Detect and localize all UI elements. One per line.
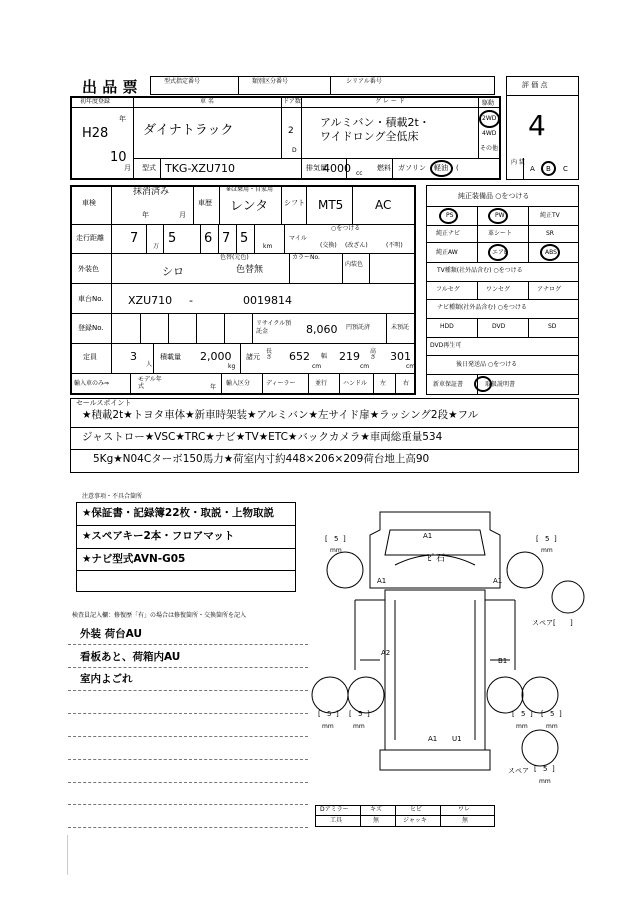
tread-rlo-value: 5 xyxy=(327,710,332,718)
equip-navi: 純正ナビ xyxy=(436,230,461,237)
tread-rro-unit: mm xyxy=(546,723,558,730)
recycle-unit: 円預託済 xyxy=(346,324,371,331)
score-value: 4 xyxy=(528,109,546,142)
mileage-man-unit: 万 xyxy=(153,243,160,250)
score-label: 評 価 点 xyxy=(522,81,548,89)
equipment-title: 純正装備品 ○をつける xyxy=(458,192,530,200)
mark-rear-u1: U1 xyxy=(452,735,462,743)
sales-point-line-1: ★積載2t★トヨタ車体★新車時架装★アルミバン★左サイド扉★ラッシング2段★フル xyxy=(82,409,479,421)
reg-year-unit: 年 xyxy=(119,115,126,123)
serial-label: シリアル番号 xyxy=(346,78,382,85)
tire-rear-left-inner xyxy=(348,677,384,713)
fuel-label: 燃料 xyxy=(377,164,391,172)
legend-header-1: Dアミラー xyxy=(320,806,349,813)
interior-a: A xyxy=(530,165,535,173)
tread-rlo-unit: mm xyxy=(322,723,334,730)
height-label: 高さ xyxy=(370,348,377,361)
reg-month: 10 xyxy=(110,150,127,165)
spare-side-bracket-close: ] xyxy=(570,619,573,627)
reg-no-label: 登録No. xyxy=(78,324,104,332)
later-docs-title: 後日発送品 ○をつける xyxy=(456,361,518,368)
dimension-label: 諸元 xyxy=(246,353,260,361)
meter-exchange: (交換) xyxy=(320,242,337,249)
shift-value: MT5 xyxy=(318,198,344,212)
history-label: 車歴 xyxy=(198,199,212,207)
legend-value-2: 無 xyxy=(373,817,380,824)
legend-header-3: ヒビ xyxy=(410,806,423,813)
fuel-gasoline: ガソリン xyxy=(398,164,426,172)
handle-label: ハンドル xyxy=(343,380,368,387)
displacement-value: 4000 xyxy=(323,162,351,175)
tread-fr-unit: mm xyxy=(541,547,553,554)
recycle-not: 未預託 xyxy=(391,324,410,331)
inspection-month: 月 xyxy=(179,211,186,219)
inspector-line-2: 看板あと、荷箱内AU xyxy=(80,651,181,663)
capacity-unit: 人 xyxy=(146,361,153,368)
door-unit: D xyxy=(292,147,297,154)
mileage-digit-4: 7 xyxy=(222,231,231,246)
type-value: TKG-XZU710 xyxy=(165,162,235,175)
recycle-label: リサイクル預託金 xyxy=(256,320,292,335)
tv-type-title: TV種類(社外品含む) ○をつける xyxy=(437,267,523,274)
tread-rli-bracket-close: ] xyxy=(367,710,370,718)
handle-left: 左 xyxy=(380,380,387,387)
tv-oneseg: ワンセグ xyxy=(486,286,511,293)
sales-point-line-2: ジャストロー★VSC★TRC★ナビ★TV★ETC★バックカメラ★車両総重量534 xyxy=(82,431,443,443)
legend-value-4: 無 xyxy=(462,817,469,824)
model-year-label: モデル年式 xyxy=(138,376,162,391)
class-number-label: 類別区分番号 xyxy=(252,78,289,85)
grade-line1: アルミバン・積載2t・ xyxy=(320,116,430,129)
mark-right-a1: A1 xyxy=(493,577,503,585)
equip-ps: PS xyxy=(446,212,454,219)
import-parallel: 並行 xyxy=(315,380,328,387)
shift-label: シフト xyxy=(284,199,305,207)
equip-tv: 純正TV xyxy=(540,212,560,219)
interior-b: B xyxy=(546,165,551,173)
inspection-label: 車検 xyxy=(82,199,96,207)
grade-label: グ レ ー ド xyxy=(375,98,405,105)
equip-pw: PW xyxy=(495,212,505,219)
note-line-1: ★保証書・記録簿22枚・取説・上物取説 xyxy=(82,507,275,519)
spare-side-bracket: [ xyxy=(553,619,556,627)
fuel-diesel: 軽油 xyxy=(434,164,448,172)
length-value: 652 xyxy=(289,350,310,363)
color-change-value: 色替無 xyxy=(236,265,264,275)
length-label: 長さ xyxy=(266,348,273,361)
import-label: 輸入車のみ⇒ xyxy=(74,380,110,387)
mark-rear-a1: A1 xyxy=(428,735,438,743)
displacement-unit: cc xyxy=(356,170,363,177)
tread-rro-value: 5 xyxy=(550,710,555,718)
tread-rlo-bracket-close: ] xyxy=(336,710,339,718)
reg-month-unit: 月 xyxy=(124,164,131,172)
int-color-label: 内装色 xyxy=(345,261,364,268)
tread-rri-unit: mm xyxy=(516,723,528,730)
width-label: 幅 xyxy=(321,353,328,360)
rear-bumper-outline xyxy=(380,750,490,770)
spare-rear-value: 5 xyxy=(543,765,548,773)
sales-point-line-3: 5Kg★N04Cターボ150馬力★荷室内寸約448×206×209荷台地上高90 xyxy=(93,453,430,465)
capacity-label: 定員 xyxy=(83,353,97,361)
recycle-value: 8,060 xyxy=(306,323,338,336)
chassis-model: XZU710 xyxy=(128,294,173,307)
doc-manual: 取扱説明書 xyxy=(485,381,516,388)
legend-header-2: キズ xyxy=(370,806,382,813)
inspection-value: 抹消済み xyxy=(133,187,170,197)
mark-side-a2: A2 xyxy=(381,649,391,657)
first-reg-label: 初年度登録 xyxy=(80,98,111,105)
tread-rri-bracket: [ xyxy=(512,710,515,718)
windshield-outline xyxy=(385,530,485,555)
mileage-km-unit: km xyxy=(263,243,273,250)
tread-rli-value: 5 xyxy=(358,710,363,718)
model-number-label: 型式指定番号 xyxy=(164,78,201,85)
color-change-label: 色替(元色) xyxy=(220,254,249,261)
tread-fl-bracket-close: ] xyxy=(343,535,346,543)
tread-fr-bracket-close: ] xyxy=(554,535,557,543)
inspector-line-3: 室内よごれ xyxy=(80,673,133,685)
navi-sd: SD xyxy=(548,323,557,330)
tread-rli-bracket: [ xyxy=(349,710,352,718)
sales-points-label: セールスポイント xyxy=(76,399,132,407)
door-label: ドア数 xyxy=(283,98,301,105)
cab-outline xyxy=(370,512,503,588)
spare-rear-bracket-close: ] xyxy=(552,765,555,773)
meter-check-label: ○をつける xyxy=(331,225,361,232)
dvd-play: DVD再生可 xyxy=(430,342,462,349)
spare-side-label: スペア xyxy=(532,619,553,627)
mileage-digit-5: 5 xyxy=(240,231,249,246)
tread-fl-value: 5 xyxy=(334,535,339,543)
height-value: 301 xyxy=(390,350,411,363)
height-unit: cm xyxy=(406,363,416,370)
tread-rri-bracket-close: ] xyxy=(530,710,533,718)
navi-hdd: HDD xyxy=(440,323,454,330)
tread-fr-bracket: [ xyxy=(536,535,539,543)
fuel-paren: ( xyxy=(456,164,459,172)
cargo-body-outline xyxy=(385,590,485,750)
mark-side-b1: B1 xyxy=(498,657,508,665)
fuel-diesel-circle xyxy=(430,160,453,177)
meter-unknown: (不明) xyxy=(386,242,403,249)
tread-fl-unit: mm xyxy=(330,547,342,554)
ac-value: AC xyxy=(375,198,392,212)
tire-rear-right-outer xyxy=(522,677,558,713)
car-name: ダイナトラック xyxy=(143,123,234,138)
tread-fl-bracket: [ xyxy=(325,535,328,543)
grade-line2: ワイドロング全低床 xyxy=(320,130,419,143)
meter-tamper: (改ざん) xyxy=(345,242,368,249)
spare-rear-unit: mm xyxy=(539,778,551,785)
import-class-label: 輸入区分 xyxy=(226,380,251,387)
mileage-digit-1: 7 xyxy=(130,231,139,246)
inspector-label: 検査員記入欄：修復歴「有」の場合は修復箇所・交換箇所を記入 xyxy=(72,612,247,619)
spare-rear-bracket: [ xyxy=(534,765,537,773)
type-label: 型式 xyxy=(142,164,156,172)
mark-windshield: ﾋﾟ石 xyxy=(427,554,446,564)
width-unit: cm xyxy=(360,363,370,370)
doc-new-warranty: 新車保証書 xyxy=(433,381,464,388)
chassis-label: 車台No. xyxy=(78,295,104,303)
doc-manual-circle xyxy=(474,376,492,392)
legend-header-4: ワレ xyxy=(458,806,471,813)
tire-spare-side xyxy=(552,581,584,613)
inspection-year: 年 xyxy=(142,211,149,219)
car-name-label: 車 名 xyxy=(200,98,214,105)
color-no-label: カラーNo. xyxy=(292,254,320,261)
history-value: レンタ xyxy=(230,199,269,214)
mark-front-a1: A1 xyxy=(423,532,433,540)
equip-abs: ABS xyxy=(545,249,557,256)
drive-label: 駆動 xyxy=(482,100,495,107)
tread-rro-bracket-close: ] xyxy=(559,710,562,718)
model-year-unit: 年 xyxy=(210,384,217,391)
displacement-label: 排気量 xyxy=(306,164,327,172)
reg-year: H28 xyxy=(82,126,109,141)
capacity-value: 3 xyxy=(130,350,137,363)
history-note: ※ほ乗用・自家用 xyxy=(226,186,274,193)
ext-color-value: シロ xyxy=(162,265,184,278)
interior-c: C xyxy=(563,165,568,173)
tread-rri-value: 5 xyxy=(521,710,526,718)
mileage-digit-3: 6 xyxy=(204,231,213,246)
equip-aw: 純正AW xyxy=(436,249,458,256)
inspector-line-1: 外装 荷台AU xyxy=(80,628,142,640)
legend-value-1: 工具 xyxy=(330,817,343,824)
drive-4wd: 4WD xyxy=(482,130,497,137)
tread-rli-unit: mm xyxy=(353,723,365,730)
note-line-2: ★スペアキー2本・フロアマット xyxy=(82,530,235,542)
width-value: 219 xyxy=(339,350,360,363)
tv-fullseg: フルセグ xyxy=(436,286,460,293)
equip-pw-circle xyxy=(488,208,508,224)
equip-airbag: エアB xyxy=(492,249,509,256)
interior-b-circle xyxy=(541,161,556,176)
notes-label: 注意事項・不具合箇所 xyxy=(82,493,143,500)
handle-right: 右 xyxy=(403,380,410,387)
ext-color-label: 外装色 xyxy=(78,265,99,273)
equip-sr: SR xyxy=(546,230,554,237)
interior-label: 内 装 xyxy=(511,159,525,166)
form-title: 出 品 票 xyxy=(82,78,138,96)
navi-type-title: ナビ種類(社外品含む) ○をつける xyxy=(437,304,527,311)
load-value: 2,000 xyxy=(200,350,232,363)
tv-analog: アナログ xyxy=(537,286,562,293)
tread-rlo-bracket: [ xyxy=(318,710,321,718)
load-unit: kg xyxy=(228,363,236,370)
tread-rro-bracket: [ xyxy=(541,710,544,718)
import-dealer: ディーラー xyxy=(266,380,296,387)
mark-left-a1: A1 xyxy=(377,577,387,585)
truck-damage-diagram xyxy=(300,500,590,800)
tire-front-left xyxy=(327,552,363,588)
drive-other: その他 xyxy=(480,145,499,152)
drive-2wd: 2WD xyxy=(482,115,497,122)
navi-dvd: DVD xyxy=(492,323,506,330)
header-id-fields xyxy=(150,76,495,95)
tire-front-right xyxy=(507,552,543,588)
tire-rear-left-outer xyxy=(312,677,348,713)
door-count: 2 xyxy=(288,126,294,136)
equip-leather: 革シート xyxy=(488,230,513,237)
tire-rear-right-inner xyxy=(487,677,523,713)
note-line-3: ★ナビ型式AVN-G05 xyxy=(82,553,186,565)
equip-abs-circle xyxy=(540,244,560,261)
tread-fr-value: 5 xyxy=(545,535,550,543)
legend-value-3: ジャッキ xyxy=(403,817,427,824)
drive-2wd-circle xyxy=(479,110,500,128)
chassis-serial: 0019814 xyxy=(243,294,292,307)
mileage-label: 走行距離 xyxy=(76,234,104,242)
length-unit: cm xyxy=(312,363,322,370)
spare-rear-label: スペア xyxy=(508,767,529,775)
tire-spare-rear xyxy=(522,730,558,766)
meter-mile-label: マイル xyxy=(289,235,307,242)
chassis-dash: - xyxy=(189,294,193,307)
load-label: 積載量 xyxy=(160,353,181,361)
equip-ps-circle xyxy=(439,208,458,224)
mileage-digit-2: 5 xyxy=(168,231,177,246)
equip-airbag-circle xyxy=(488,244,508,261)
